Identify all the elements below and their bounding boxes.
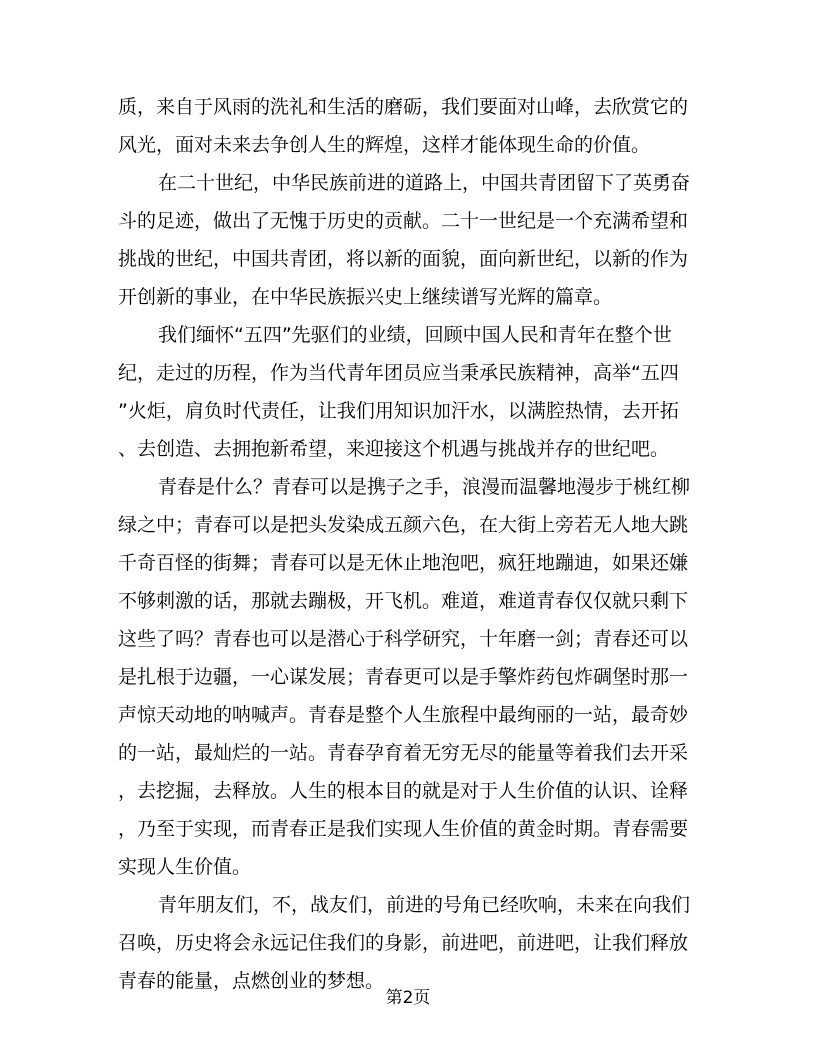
paragraph-first-line: 我们缅怀“五四”先驱们的业绩，回顾中国人民和青年在整个世: [158, 324, 672, 346]
paragraph-line: 实现人生价值。: [118, 856, 252, 878]
paragraph-line: 纪，走过的历程，作为当代青年团员应当秉承民族精神，高举“五四: [118, 362, 679, 384]
paragraph-line: 千奇百怪的街舞；青春可以是无休止地泡吧，疯狂地蹦迪，如果还嫌: [118, 552, 689, 574]
paragraph-line: 这些了吗？青春也可以是潜心于科学研究，十年磨一剑；青春还可以: [118, 628, 689, 650]
paragraph-line: 不够刺激的话，那就去蹦极，开飞机。难道，难道青春仅仅就只剩下: [118, 590, 689, 612]
document-body: [118, 88, 700, 1000]
paragraph-line: 青春的能量，点燃创业的梦想。: [118, 970, 385, 992]
paragraph-first-line: 青春是什么？青春可以是携子之手，浪漫而温馨地漫步于桃红柳: [158, 476, 691, 498]
paragraph-line: 挑战的世纪，中国共青团，将以新的面貌，面向新世纪，以新的作为: [118, 248, 689, 270]
paragraph-line: 召唤，历史将会永远记住我们的身影，前进吧，前进吧，让我们释放: [118, 932, 689, 954]
page-number: 第2页: [385, 988, 431, 1008]
paragraph-line: 绿之中；青春可以是把头发染成五颜六色，在大街上旁若无人地大跳: [118, 514, 689, 536]
paragraph-line: ，去挖掘，去释放。人生的根本目的就是对于人生价值的认识、诠释: [118, 780, 689, 802]
paragraph-first-line: 青年朋友们，不，战友们，前进的号角已经吹响，未来在向我们: [158, 894, 691, 916]
paragraph-line: 风光，面对未来去争创人生的辉煌，这样才能体现生命的价值。: [118, 134, 651, 156]
paragraph-line: 的一站，最灿烂的一站。青春孕育着无穷无尽的能量等着我们去开采: [118, 742, 689, 764]
paragraph-line: ”火炬，肩负时代责任，让我们用知识加汗水，以满腔热情，去开拓: [118, 400, 679, 422]
paragraph-line: 斗的足迹，做出了无愧于历史的贡献。二十一世纪是一个充满希望和: [118, 210, 689, 232]
paragraph-line: 是扎根于边疆，一心谋发展；青春更可以是手擎炸药包炸碉堡时那一: [118, 666, 689, 688]
paragraph-line: 质，来自于风雨的洗礼和生活的磨砺，我们要面对山峰，去欣赏它的: [118, 96, 689, 118]
paragraph-first-line: 在二十世纪，中华民族前进的道路上，中国共青团留下了英勇奋: [158, 172, 691, 194]
paragraph-line: 声惊天动地的呐喊声。青春是整个人生旅程中最绚丽的一站，最奇妙: [118, 704, 689, 726]
paragraph-line: 、去创造、去拥抱新希望，来迎接这个机遇与挑战并存的世纪吧。: [118, 438, 670, 460]
paragraph-line: ，乃至于实现，而青春正是我们实现人生价值的黄金时期。青春需要: [118, 818, 689, 840]
paragraph-line: 开创新的事业，在中华民族振兴史上继续谱写光辉的篇章。: [118, 286, 613, 308]
